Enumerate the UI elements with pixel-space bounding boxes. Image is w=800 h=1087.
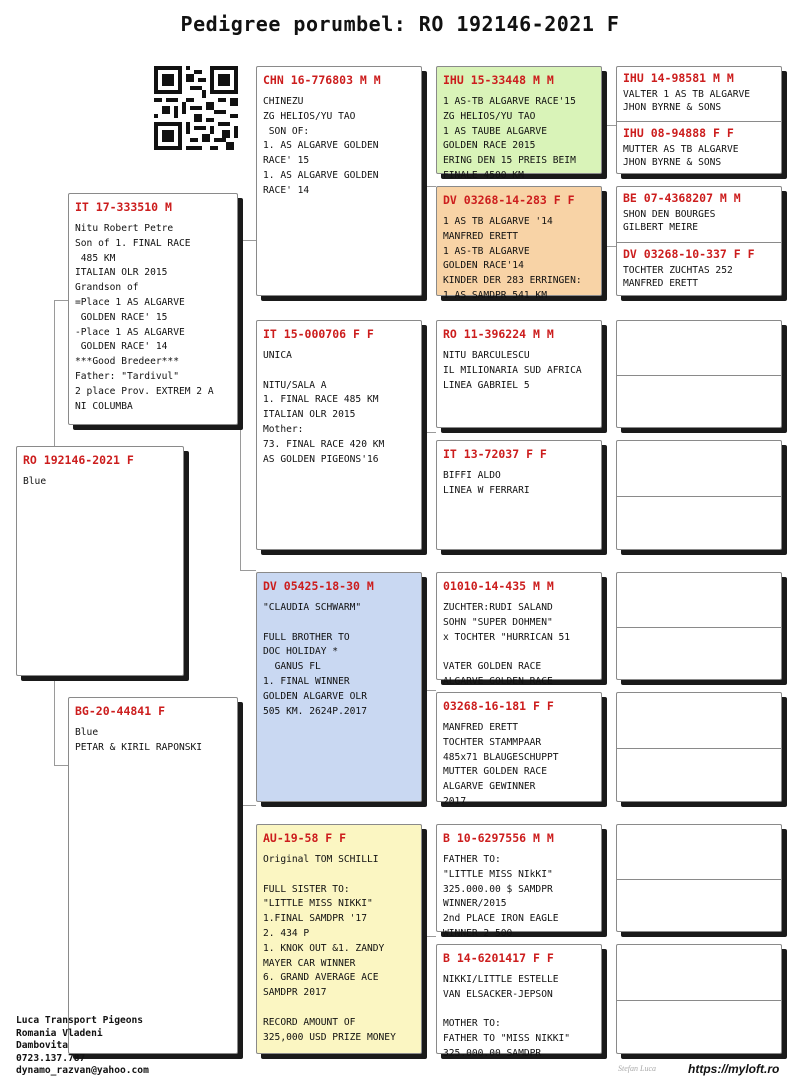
dam-card[interactable] (68, 697, 238, 1054)
pigeon-notes: SHON DEN BOURGES GILBERT MEIRE (623, 209, 716, 233)
pigeon-notes: VALTER 1 AS TB ALGARVE JHON BYRNE & SONS (623, 89, 751, 113)
ring-number: BG-20-44841 F (75, 704, 166, 718)
signature: Stefan Luca (618, 1064, 656, 1073)
footer-line: 0723.137.787 (16, 1052, 86, 1064)
sire-dam-dam-card[interactable] (436, 440, 602, 550)
ring-number: RO 11-396224 M M (443, 327, 554, 341)
empty-card (616, 944, 782, 1054)
ring-number: 01010-14-435 M M (443, 579, 554, 593)
empty-card (616, 440, 782, 550)
empty-card (616, 320, 782, 428)
sire-sire-sire-card[interactable] (436, 66, 602, 181)
page-title: Pedigree porumbel: RO 192146-2021 F (180, 12, 620, 36)
ring-number: IHU 14-98581 M M (623, 71, 734, 85)
website-link[interactable]: https://myloft.ro (688, 1062, 780, 1076)
dam-sire-sire-card[interactable] (436, 572, 602, 687)
pigeon-notes: MUTTER AS TB ALGARVE JHON BYRNE & SONS (623, 144, 739, 168)
dam-sire-card[interactable] (256, 572, 422, 802)
pigeon-notes: Nitu Robert Petre Son of 1. FINAL RACE 485 KM ITALIAN OLR 2015 Grandson of =Place 1 AS ALGARVE GOLDEN RACE' 15 -Place 1 AS ALGARVE GOLDEN RACE' 14 ***Good Bredeer*** Father: "Tardivul" 2 place Prov. EXTREM 2 A NI COLUMBA (75, 223, 214, 412)
ring-number: B 14-6201417 F F (443, 951, 554, 965)
connector-line (240, 805, 256, 806)
ring-number: DV 03268-10-337 F F (623, 247, 755, 261)
pigeon-notes: MANFRED ERETT TOCHTER STAMMPAAR 485x71 BLAUGESCHUPPT MUTTER GOLDEN RACE ALGARVE GEWINNER 2017 (443, 722, 559, 807)
pigeon-notes: FATHER TO: "LITTLE MISS NIkKI" 325.000.00 $ SAMDPR WINNER/2015 2nd PLACE IRON EAGLE WINNER 2 500 (443, 854, 559, 939)
dam-dam-sire-card[interactable] (436, 824, 602, 939)
footer-line: Luca Transport Pigeons (16, 1015, 144, 1026)
pigeon-notes: Original TOM SCHILLI FULL SISTER TO: "LITTLE MISS NIKKI" 1.FINAL SAMDPR '17 2. 434 P 1. KNOK OUT &1. ZANDY MAYER CAR WINNER 6. GRAND AVERAGE ACE SAMDPR 2017 RECORD AMOUNT OF 325,000 USD PRIZE MONEY (263, 854, 396, 1043)
ring-number: IHU 15-33448 M M (443, 73, 554, 87)
empty-card (616, 824, 782, 932)
g4-card[interactable] (616, 66, 782, 174)
dam-dam-card[interactable] (256, 824, 422, 1054)
sire-dam-sire-card[interactable] (436, 320, 602, 428)
empty-card (616, 572, 782, 680)
breeder-contact (16, 1015, 149, 1078)
pigeon-notes: 1 AS-TB ALGARVE RACE'15 ZG HELIOS/YU TAO 1 AS TAUBE ALGARVE GOLDEN RACE 2015 ERING DEN 15 PREIS BEIM FINALE 4500 KM (443, 96, 576, 181)
g4-card[interactable] (616, 186, 782, 296)
ring-number: RO 192146-2021 F (23, 453, 134, 467)
pigeon-notes: ZUCHTER:RUDI SALAND SOHN "SUPER DOHMEN" x TOCHTER "HURRICAN 51 VATER GOLDEN RACE ALGARVE GOLDEN RACE (443, 602, 571, 687)
connector-line (54, 676, 68, 766)
pigeon-notes: TOCHTER ZUCHTAS 252 MANFRED ERETT (623, 265, 733, 289)
dam-dam-dam-card[interactable] (436, 944, 602, 1059)
pigeon-notes: Blue (23, 476, 47, 487)
pigeon-notes: UNICA NITU/SALA A 1. FINAL RACE 485 KM ITALIAN OLR 2015 Mother: 73. FINAL RACE 420 KM AS GOLDEN PIGEONS'16 (263, 350, 385, 465)
pigeon-notes: Blue PETAR & KIRIL RAPONSKI (75, 727, 203, 753)
empty-card (616, 692, 782, 802)
ring-number: IT 17-333510 M (75, 200, 172, 214)
connector-line (240, 710, 241, 805)
pigeon-notes: CHINEZU ZG HELIOS/YU TAO SON OF: 1. AS ALGARVE GOLDEN RACE' 15 1. AS ALGARVE GOLDEN RACE' 14 (263, 96, 379, 196)
ring-number: DV 05425-18-30 M (263, 579, 374, 593)
ring-number: AU-19-58 F F (263, 831, 347, 845)
qr-code-icon (154, 66, 238, 150)
sire-sire-card[interactable] (256, 66, 422, 296)
connector-line (422, 186, 436, 187)
connector-line (422, 690, 436, 691)
pigeon-notes: "CLAUDIA SCHWARM" FULL BROTHER TO DOC HOLIDAY * GANUS FL 1. FINAL WINNER GOLDEN ALGARVE OLR 505 KM. 2624P.2017 (263, 602, 367, 717)
ring-number: BE 07-4368207 M M (623, 191, 741, 205)
connector-line (240, 240, 256, 241)
connector-line (54, 300, 68, 446)
connector-line (240, 240, 256, 570)
pigeon-notes: NITU BARCULESCU IL MILIONARIA SUD AFRICA LINEA GABRIEL 5 (443, 350, 582, 391)
connector-line (422, 936, 436, 937)
connector-line (602, 246, 616, 247)
sire-card[interactable] (68, 193, 238, 425)
footer-line: Dambovita (16, 1040, 68, 1052)
subject-pigeon-card[interactable] (16, 446, 184, 676)
sire-dam-card[interactable] (256, 320, 422, 550)
connector-line (422, 432, 436, 433)
ring-number: IHU 08-94888 F F (623, 126, 734, 140)
ring-number: DV 03268-14-283 F F (443, 193, 575, 207)
ring-number: CHN 16-776803 M M (263, 73, 381, 87)
footer-line[interactable]: dynamo_razvan@yahoo.com (16, 1065, 149, 1077)
sire-sire-dam-card[interactable] (436, 186, 602, 301)
pigeon-notes: 1 AS TB ALGARVE '14 MANFRED ERETT 1 AS-TB ALGARVE GOLDEN RACE'14 KINDER DER 283 ERRINGEN: 1 AS SAMDPR 541 KM (443, 216, 582, 301)
ring-number: 03268-16-181 F F (443, 699, 554, 713)
ring-number: B 10-6297556 M M (443, 831, 554, 845)
ring-number: IT 13-72037 F F (443, 447, 547, 461)
footer-line: Romania Vladeni (16, 1027, 103, 1039)
pigeon-notes: NIKKI/LITTLE ESTELLE VAN ELSACKER-JEPSON MOTHER TO: FATHER TO "MISS NIKKI" 325.000.00 SAMDPR (443, 974, 571, 1059)
pigeon-notes: BIFFI ALDO LINEA W FERRARI (443, 470, 530, 496)
dam-sire-dam-card[interactable] (436, 692, 602, 807)
connector-line (240, 570, 256, 571)
connector-line (602, 125, 616, 126)
ring-number: IT 15-000706 F F (263, 327, 374, 341)
